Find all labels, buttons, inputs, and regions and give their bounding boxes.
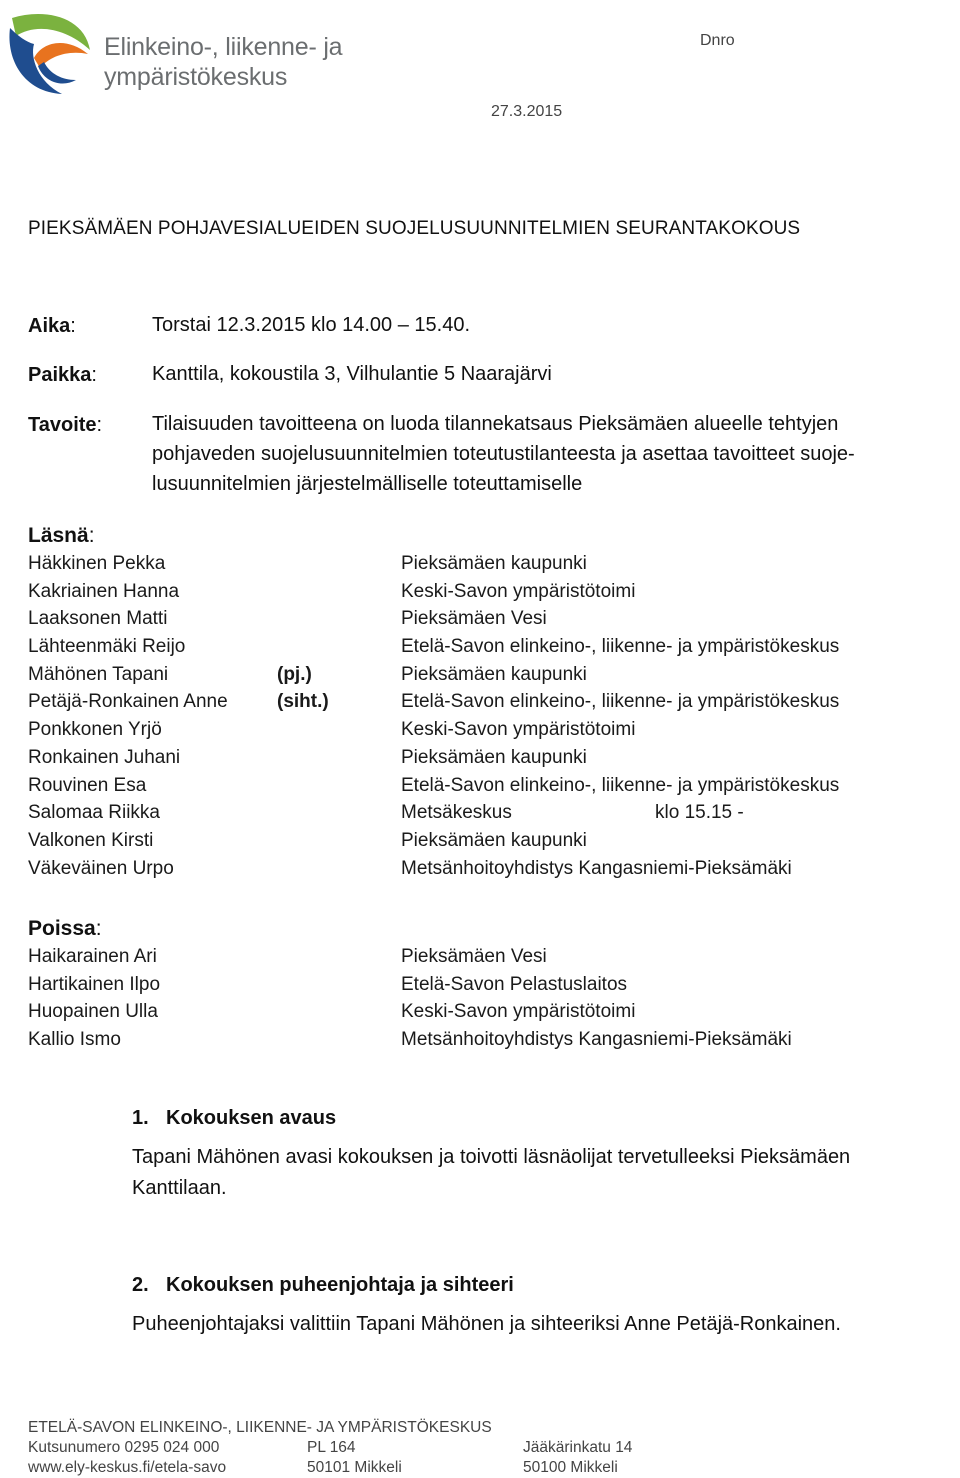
attendee-org: Keski-Savon ympäristötoimi [401, 1001, 636, 1023]
attendee-name: Mähönen Tapani [28, 663, 169, 685]
table-row [28, 744, 928, 772]
aika-label: Aika: [28, 315, 76, 337]
agenda-body-line: Kanttilaan. [132, 1177, 227, 1199]
attendee-name: Kakriainen Hanna [28, 580, 180, 602]
attendee-name: Kallio Ismo [28, 1029, 121, 1051]
attendee-org: Pieksämäen Vesi [401, 946, 547, 967]
paikka-value: Kanttila, kokoustila 3, Vilhulantie 5 Naarajärvi [152, 363, 552, 385]
absent-list [28, 943, 928, 1054]
tavoite-line: lusuunnitelmien järjestelmälliselle toteuttamiselle [152, 473, 583, 495]
agenda-item-title [132, 1107, 336, 1130]
attendee-org: Pieksämäen kaupunki [401, 553, 587, 574]
table-row [28, 855, 928, 883]
footer-street: Jääkärinkatu 14 [523, 1439, 633, 1456]
attendee-name: Petäjä-Ronkainen Anne [28, 691, 228, 713]
footer-box: PL 164 [307, 1439, 356, 1456]
table-row [28, 971, 928, 999]
table-row [28, 943, 928, 971]
table-row [28, 605, 928, 633]
attendee-name: Salomaa Riikka [28, 802, 160, 824]
attendee-role: (pj.) [277, 663, 312, 685]
table-row [28, 578, 928, 606]
table-row [28, 661, 928, 689]
attendee-org: Pieksämäen kaupunki [401, 663, 587, 685]
attendee-name: Ronkainen Juhani [28, 746, 181, 768]
attendee-org: Etelä-Savon elinkeino-, liikenne- ja ympäristökeskus [401, 636, 840, 658]
paikka-label: Paikka: [28, 364, 97, 386]
agenda-item-title [132, 1274, 514, 1297]
footer-phone: Kutsunumero 0295 024 000 [28, 1439, 220, 1456]
attendee-org: Keski-Savon ympäristötoimi [401, 719, 636, 741]
table-row [28, 1026, 928, 1054]
footer-street-city: 50100 Mikkeli [523, 1459, 618, 1476]
attendee-name: Ponkkonen Yrjö [28, 719, 162, 741]
agenda-title-text: Kokouksen avaus [166, 1107, 337, 1129]
attendee-org: Pieksämäen kaupunki [401, 746, 587, 768]
attendee-org: Pieksämäen Vesi [401, 608, 547, 630]
document-date: 27.3.2015 [491, 103, 563, 120]
present-heading: Läsnä: [28, 524, 95, 547]
attendee-name: Huopainen Ulla [28, 1001, 158, 1023]
aika-value: Torstai 12.3.2015 klo 14.00 – 15.40. [152, 314, 471, 336]
agenda-item-body [132, 1309, 958, 1340]
table-row [28, 998, 928, 1026]
page-title: PIEKSÄMÄEN POHJAVESIALUEIDEN SUOJELUSUUNNITELMIEN SEURANTAKOKOUS [28, 218, 801, 239]
dnro-label: Dnro [700, 32, 735, 49]
attendee-note: klo 15.15 - [655, 802, 744, 824]
tavoite-value [152, 409, 952, 499]
attendee-name: Väkeväinen Urpo [28, 857, 174, 879]
footer-org: ETELÄ-SAVON ELINKEINO-, LIIKENNE- JA YMPÄRISTÖKESKUS [28, 1419, 492, 1436]
attendee-org: Etelä-Savon elinkeino-, liikenne- ja ympäristökeskus [401, 691, 840, 713]
attendee-name: Rouvinen Esa [28, 774, 147, 796]
attendee-name: Hartikainen Ilpo [28, 973, 161, 995]
present-list [28, 550, 928, 882]
footer-box-city: 50101 Mikkeli [307, 1459, 402, 1476]
logo-line-1: Elinkeino-, liikenne- ja [104, 33, 343, 61]
table-row [28, 827, 928, 855]
agenda-number: 2. [132, 1274, 149, 1296]
table-row [28, 688, 928, 716]
attendee-org: Metsänhoitoyhdistys Kangasniemi-Pieksämäki [401, 857, 792, 879]
attendee-org: Metsänhoitoyhdistys Kangasniemi-Pieksämäki [401, 1029, 792, 1051]
ely-logo-icon [4, 6, 94, 96]
tavoite-line: Tilaisuuden tavoitteena on luoda tilannekatsaus Pieksämäen alueelle tehtyjen [152, 413, 839, 435]
tavoite-label: Tavoite: [28, 414, 103, 436]
logo-line-2: ympäristökeskus [104, 63, 288, 91]
table-row [28, 799, 928, 827]
table-row [28, 716, 928, 744]
tavoite-line: pohjaveden suojelusuunnitelmien toteutustilanteesta ja asettaa tavoitteet suoje- [152, 443, 855, 465]
agenda-number: 1. [132, 1107, 149, 1129]
agenda-item-body [132, 1142, 958, 1204]
attendee-name: Lähteenmäki Reijo [28, 636, 186, 658]
attendee-name: Laaksonen Matti [28, 608, 168, 630]
attendee-name: Valkonen Kirsti [28, 829, 154, 851]
agenda-title-text: Kokouksen puheenjohtaja ja sihteeri [166, 1274, 514, 1296]
table-row [28, 633, 928, 661]
absent-heading: Poissa: [28, 917, 102, 940]
table-row [28, 550, 928, 578]
agenda-body-line: Tapani Mähönen avasi kokouksen ja toivotti läsnäolijat tervetulleeksi Pieksämäen [132, 1146, 851, 1168]
attendee-org: Pieksämäen kaupunki [401, 829, 587, 851]
footer-web: www.ely-keskus.fi/etela-savo [28, 1459, 227, 1476]
attendee-role: (siht.) [277, 691, 329, 713]
agenda-body-line: Puheenjohtajaksi valittiin Tapani Mähönen ja sihteeriksi Anne Petäjä-Ronkainen. [132, 1313, 841, 1335]
attendee-name: Haikarainen Ari [28, 946, 157, 967]
logo-wordmark [104, 32, 342, 92]
attendee-org: Metsäkeskus [401, 802, 512, 824]
table-row [28, 772, 928, 800]
attendee-org: Etelä-Savon elinkeino-, liikenne- ja ympäristökeskus [401, 774, 840, 796]
attendee-org: Etelä-Savon Pelastuslaitos [401, 973, 628, 995]
attendee-name: Häkkinen Pekka [28, 553, 166, 574]
attendee-org: Keski-Savon ympäristötoimi [401, 580, 636, 602]
